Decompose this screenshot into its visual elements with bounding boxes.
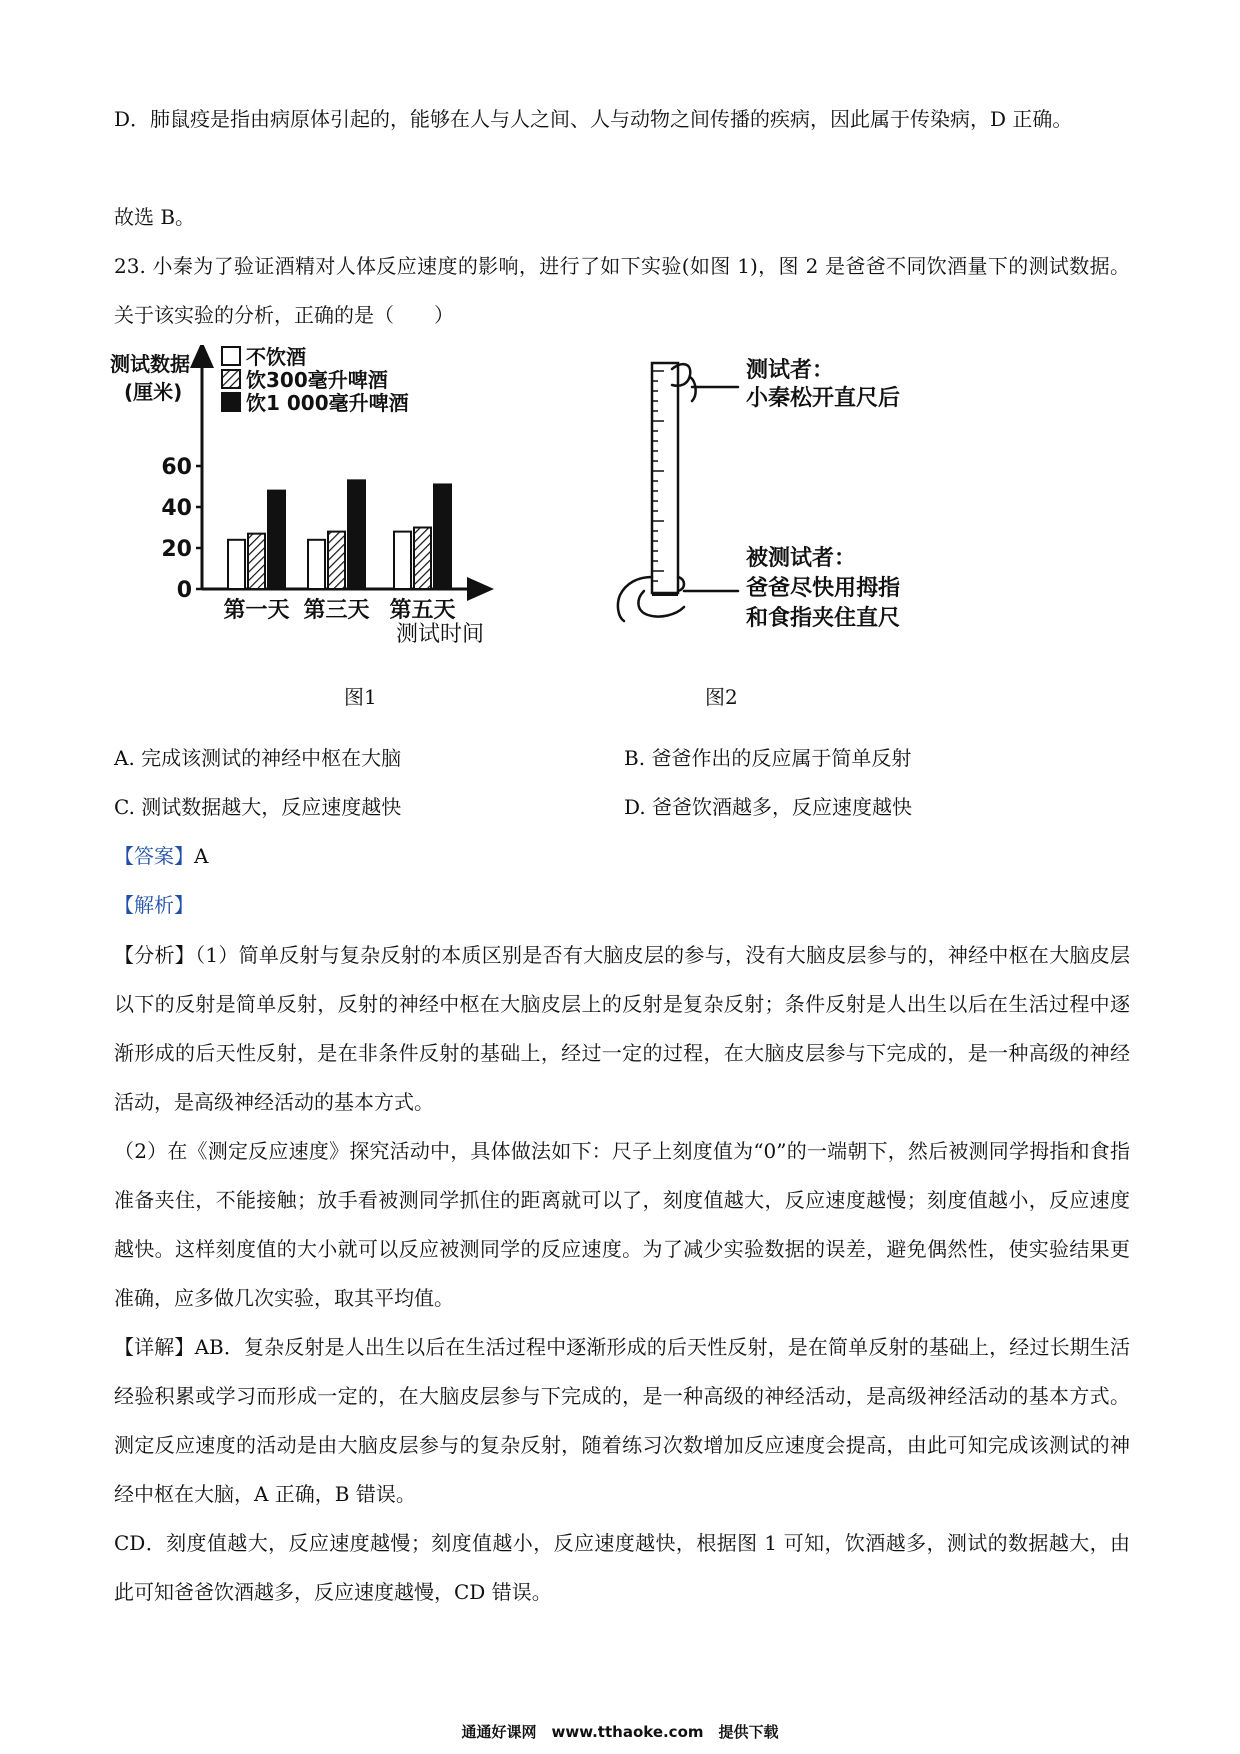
subject-description-line-1: 爸爸尽快用拇指	[746, 576, 901, 601]
legend-label: 饮300毫升啤酒	[246, 368, 388, 392]
option-a: A. 完成该测试的神经中枢在大脑	[114, 746, 402, 770]
bar	[228, 540, 245, 589]
bar	[414, 528, 431, 590]
conclusion: 故选 B。	[114, 205, 196, 229]
question-23-stem: 23. 小秦为了验证酒精对人体反应速度的影响，进行了如下实验(如图 1)，图 2 是爸爸不同饮酒量下的测试数据。关于该实验的分析，正确的是（ ）	[114, 254, 1130, 327]
figure-2-caption: 图2	[705, 685, 738, 709]
tester-description: 小秦松开直尺后	[746, 386, 901, 411]
bar	[394, 532, 411, 589]
x-category-label: 第三天	[303, 598, 370, 623]
bar	[248, 534, 265, 589]
ruler	[652, 363, 678, 595]
x-category-label: 第五天	[389, 598, 456, 623]
answer-line	[114, 842, 208, 870]
legend-swatch	[222, 393, 240, 411]
bar	[434, 484, 451, 589]
y-axis-label-line-2: (厘米)	[124, 380, 183, 404]
tester-hand-icon	[672, 364, 738, 401]
detail-cd: CD．刻度值越大，反应速度越慢；刻度值越小，反应速度越快，根据图 1 可知，饮酒越多，测试的数据越大，由此可知爸爸饮酒越多，反应速度越慢，CD 错误。	[114, 1531, 1130, 1604]
answer-label: 【答案】	[114, 844, 194, 868]
x-category-label: 第一天	[223, 598, 290, 623]
detail-ab	[114, 1323, 1130, 1519]
figure-2-ruler-illustration	[600, 355, 960, 655]
footer-watermark: 通通好课网 www.tthaoke.com 提供下载	[461, 1723, 779, 1741]
analysis-part-1	[114, 931, 1130, 1127]
option-c: C. 测试数据越大，反应速度越快	[114, 795, 402, 819]
y-tick-label: 20	[161, 537, 192, 562]
figure-1-bar-chart	[110, 345, 550, 665]
analysis-label: 【解析】	[114, 893, 194, 917]
bar	[348, 480, 365, 589]
legend-label: 饮1 000毫升啤酒	[246, 391, 409, 415]
option-d: D. 爸爸饮酒越多，反应速度越快	[624, 795, 913, 819]
option-d-explanation: D．肺鼠疫是指由病原体引起的，能够在人与人之间、人与动物之间传播的疾病，因此属于传染病，D 正确。	[114, 107, 1073, 131]
y-tick-label: 0	[176, 578, 192, 603]
y-tick-label: 60	[161, 455, 192, 480]
xiangjie-label: 【详解】	[114, 1335, 195, 1359]
subject-label: 被测试者：	[746, 546, 857, 571]
fenxi-label: 【分析】	[114, 943, 196, 967]
tester-label: 测试者：	[746, 358, 835, 383]
subject-description-line-2: 和食指夹住直尺	[746, 606, 901, 631]
answer-value: A	[194, 844, 209, 868]
fenxi-text: （1）简单反射与复杂反射的本质区别是否有大脑皮层的参与，没有大脑皮层参与的，神经中枢在大脑皮层以下的反射是简单反射，反射的神经中枢在大脑皮层上的反射是复杂反射；条件反射是人出生以后在生活过程中逐渐形成的后天性反射，是在非条件反射的基础上，经过一定的过程，在大脑皮层参与下完成的，是一种高级的神经活动，是高级神经活动的基本方式。	[114, 943, 1130, 1114]
bar	[268, 491, 285, 589]
y-axis-label-line-1: 测试数据	[110, 352, 190, 376]
x-axis-label: 测试时间	[395, 622, 485, 647]
analysis-part-2: （2）在《测定反应速度》探究活动中，具体做法如下：尺子上刻度值为“0”的一端朝下，然后被测同学拇指和食指准备夹住，不能接触；放手看被测同学抓住的距离就可以了，刻度值越大，反应速度越慢；刻度值越小，反应速度越快。这样刻度值的大小就可以反应被测同学的反应速度。为了减少实验数据的误差，避免偶然性，使实验结果更准确，应多做几次实验，取其平均值。	[114, 1139, 1130, 1310]
bar	[308, 540, 325, 589]
legend-label: 不饮酒	[246, 345, 306, 369]
figure-1-caption: 图1	[344, 685, 377, 709]
option-b: B. 爸爸作出的反应属于简单反射	[624, 746, 912, 770]
legend-swatch	[222, 347, 240, 365]
y-tick-label: 40	[161, 496, 192, 521]
legend-swatch	[222, 370, 240, 388]
xiangjie-text: AB．复杂反射是人出生以后在生活过程中逐渐形成的后天性反射，是在简单反射的基础上，经过长期生活经验积累或学习而形成一定的，在大脑皮层参与下完成的，是一种高级的神经活动，是高级神经活动的基本方式。测定反应速度的活动是由大脑皮层参与的复杂反射，随着练习次数增加反应速度会提高，由此可知完成该测试的神经中枢在大脑，A 正确，B 错误。	[114, 1335, 1131, 1506]
bar	[328, 532, 345, 589]
